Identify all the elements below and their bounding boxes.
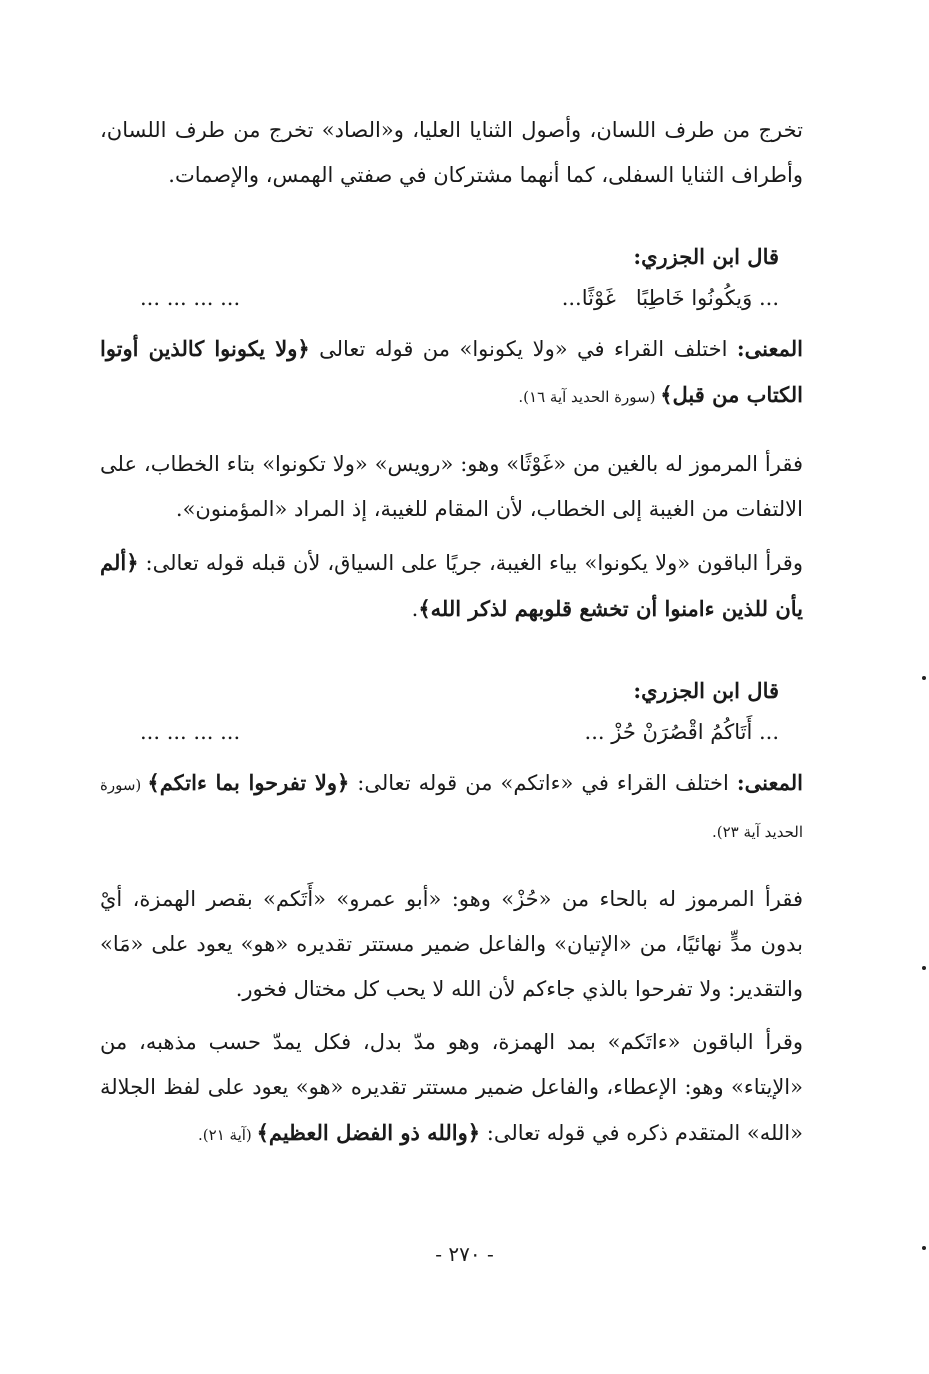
scan-speck bbox=[922, 966, 926, 970]
citation: (سورة الحديد آية ٢٣). bbox=[100, 776, 803, 841]
section1-verse-right: ... وَيكُونُوا خَاطِبًا غَوْثًا... bbox=[561, 286, 779, 310]
section1-paragraph-2 bbox=[100, 540, 803, 632]
section1-meaning bbox=[100, 326, 803, 420]
paragraph-text: وقرأ الباقون «ءاتَكم» بمد الهمزة، وهو مدّ بدل، فكل يمدّ حسب مذهبه، من «الإيتاء» وهو: الإعطاء، والفاعل ضمير مستتر تقديره «هو» يعود على لفظ الجلالة «الله» المتقدم ذكره في قوله تعالى: bbox=[100, 1030, 803, 1145]
scan-speck bbox=[922, 676, 926, 680]
section1-verse-left: ... ... ... ... bbox=[140, 286, 241, 310]
quran-quote: ﴿ولا يكونوا كالذين أوتوا الكتاب من قبل﴾ bbox=[100, 336, 803, 407]
paragraph-text: وقرأ الباقون «ولا يكونوا» بياء الغيبة، جريًا على السياق، لأن قبله قوله تعالى: bbox=[138, 551, 803, 575]
intro-paragraph: تخرج من طرف اللسان، وأصول الثنايا العليا، و«الصاد» تخرج من طرف اللسان، وأطراف الثنايا السفلى، كما أنهما مشتركان في صفتي الهمس، والإصمات. bbox=[100, 118, 803, 187]
section2-verse-right: ... أَتَاكُمُ اقْصُرَنْ حُزْ ... bbox=[584, 720, 779, 744]
quran-quote: ﴿والله ذو الفضل العظيم﴾ bbox=[256, 1120, 481, 1145]
section1-paragraph-1: فقرأ المرموز له بالغين من «غَوْثًا» وهو: «رويس» «ولا تكونوا» بتاء الخطاب، على الالتفات من الغيبة إلى الخطاب، لأن المقام للغيبة، إذ المراد «المؤمنون». bbox=[100, 452, 803, 521]
quran-quote: ﴿ألم يأن للذين ءامنوا أن تخشع قلوبهم لذكر الله﴾ bbox=[100, 550, 803, 621]
section2-heading: قال ابن الجزري: bbox=[633, 678, 779, 703]
meaning-text: اختلف القراء في «ءاتكم» من قوله تعالى: bbox=[349, 771, 737, 795]
section1-heading: قال ابن الجزري: bbox=[633, 244, 779, 269]
quran-quote: ﴿ولا تفرحوا بما ءاتكم﴾ bbox=[147, 770, 350, 795]
citation: (سورة الحديد آية ١٦). bbox=[518, 388, 661, 406]
section2-paragraph-1: فقرأ المرموز له بالحاء من «حُزْ» وهو: «أبو عمرو» «أَتَكم» بقصر الهمزة، أيْ بدون مدٍّ نهائيًا، من «الإتيان» والفاعل ضمير مستتر تقديره «هو» يعود على «مَا» والتقدير: ولا تفرحوا بالذي جاءكم لأن الله لا يحب كل مختال فخور. bbox=[100, 887, 803, 1001]
meaning-label: المعنى: bbox=[736, 770, 803, 795]
paragraph-end: . bbox=[411, 597, 419, 621]
citation: (آية ٢١). bbox=[198, 1126, 257, 1144]
section1-verse bbox=[100, 278, 803, 318]
section2-meaning bbox=[100, 760, 803, 855]
meaning-text: اختلف القراء في «ولا يكونوا» من قوله تعالى bbox=[309, 337, 737, 361]
scan-speck bbox=[922, 1246, 926, 1250]
section2-paragraph-2 bbox=[100, 1020, 803, 1158]
meaning-label: المعنى: bbox=[736, 336, 803, 361]
section2-verse-left: ... ... ... ... bbox=[140, 720, 241, 744]
section2-verse bbox=[100, 712, 803, 752]
page-number: - ٢٧٠ - bbox=[435, 1242, 494, 1266]
